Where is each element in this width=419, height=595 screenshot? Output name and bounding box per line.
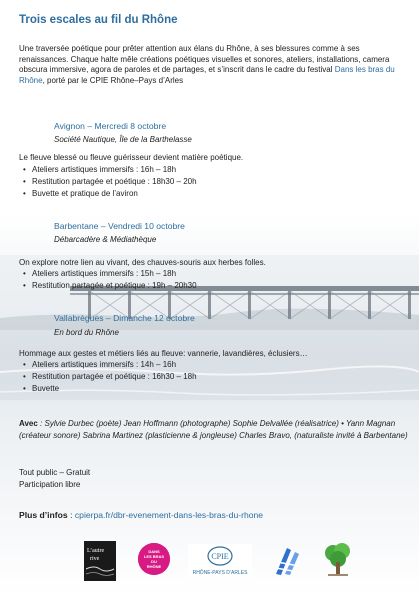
more-info — [19, 510, 263, 520]
list-item: • Ateliers artistiques immersifs : 15h – 18h — [23, 268, 197, 280]
stop-3-venue: En bord du Rhône — [54, 328, 119, 337]
dans-logo-line1: DANS — [148, 549, 160, 554]
dans-logo-line4: RHÔNE — [146, 564, 162, 569]
participants-label: Avec — [19, 419, 38, 428]
intro-paragraph — [19, 44, 401, 86]
list-item: • Buvette — [23, 383, 197, 395]
dans-logo-line2: LES BRAS — [143, 554, 165, 559]
stop-1-heading: Avignon – Mercredi 8 octobre — [54, 121, 167, 131]
more-info-link[interactable]: cpierpa.fr/dbr-evenement-dans-les-bras-du-rhone — [74, 510, 264, 520]
stop-2-description: On explore notre lien au vivant, des chauves-souris aux herbes folles. — [19, 258, 266, 267]
stop-1-description: Le fleuve blessé ou fleuve guérisseur devient matière poétique. — [19, 153, 244, 162]
dans-logo-line3: DU — [151, 559, 157, 564]
intro-text-before: Une traversée poétique pour prêter attention aux élans du Rhône, à ses blessures comme à ses renaissances. Chaque halte mêle créations poétiques visuelles et sonores, ateliers, installations, camera obscura immersive, agora de paroles et de partages, et s’inscrit dans le cadre du festival — [19, 44, 390, 75]
cpie-logo-name: RHÔNE-PAYS D’ARLES — [192, 570, 248, 576]
tree-logo — [322, 540, 354, 580]
dans-les-bras-du-rhone-logo — [138, 543, 170, 575]
fish-ladder-logo — [273, 544, 303, 578]
list-item: • Buvette et pratique de l’aviron — [23, 188, 197, 200]
list-item: • Restitution partagée et poétique : 16h30 – 18h — [23, 371, 197, 383]
stop-3-list — [23, 359, 197, 396]
stop-2-venue: Débarcadère & Médiathèque — [54, 235, 157, 244]
stop-1-list — [23, 164, 197, 201]
cpie-logo — [188, 544, 252, 578]
list-item: • Ateliers artistiques immersifs : 16h – 18h — [23, 164, 197, 176]
list-item: • Ateliers artistiques immersifs : 14h – 16h — [23, 359, 197, 371]
stop-2-list — [23, 268, 197, 292]
list-item: • Restitution partagée et poétique : 19h – 20h30 — [23, 280, 197, 292]
more-info-separator: : — [67, 510, 75, 520]
autre-rive-logo — [84, 541, 116, 581]
autre-rive-line2: rive — [90, 556, 100, 562]
access-participation: Participation libre — [19, 480, 81, 489]
stop-3-heading: Vallabrègues – Dimanche 12 octobre — [54, 313, 195, 323]
intro-text-after: , porté par le CPIE Rhône–Pays d’Arles — [42, 75, 184, 85]
page-title: Trois escales au fil du Rhône — [19, 14, 178, 26]
stop-1-venue: Société Nautique, Île de la Barthelasse — [54, 135, 192, 144]
list-item: • Restitution partagée et poétique : 18h30 – 20h — [23, 176, 197, 188]
autre-rive-line1: L’autre — [87, 548, 105, 554]
stop-3-description: Hommage aux gestes et métiers liés au fleuve: vannerie, lavandières, éclusiers… — [19, 349, 308, 358]
access-price: Tout public – Gratuit — [19, 468, 91, 477]
stop-2-heading: Barbentane – Vendredi 10 octobre — [54, 221, 185, 231]
participants-text: : Sylvie Durbec (poète) Jean Hoffmann (photographe) Sophie Delvallée (réalisatrice) • Yann Magnan (créateur sonore) Sabrina Martinez (plasticienne & jongleuse) Charles Bravo, (naturaliste invité à Barbentane) — [19, 419, 408, 440]
more-info-label: Plus d’infos — [19, 510, 68, 520]
cpie-logo-mark: CPIE — [211, 552, 229, 561]
festival-link[interactable]: Dans les bras du Rhône — [19, 65, 395, 85]
participants-paragraph — [19, 418, 409, 442]
